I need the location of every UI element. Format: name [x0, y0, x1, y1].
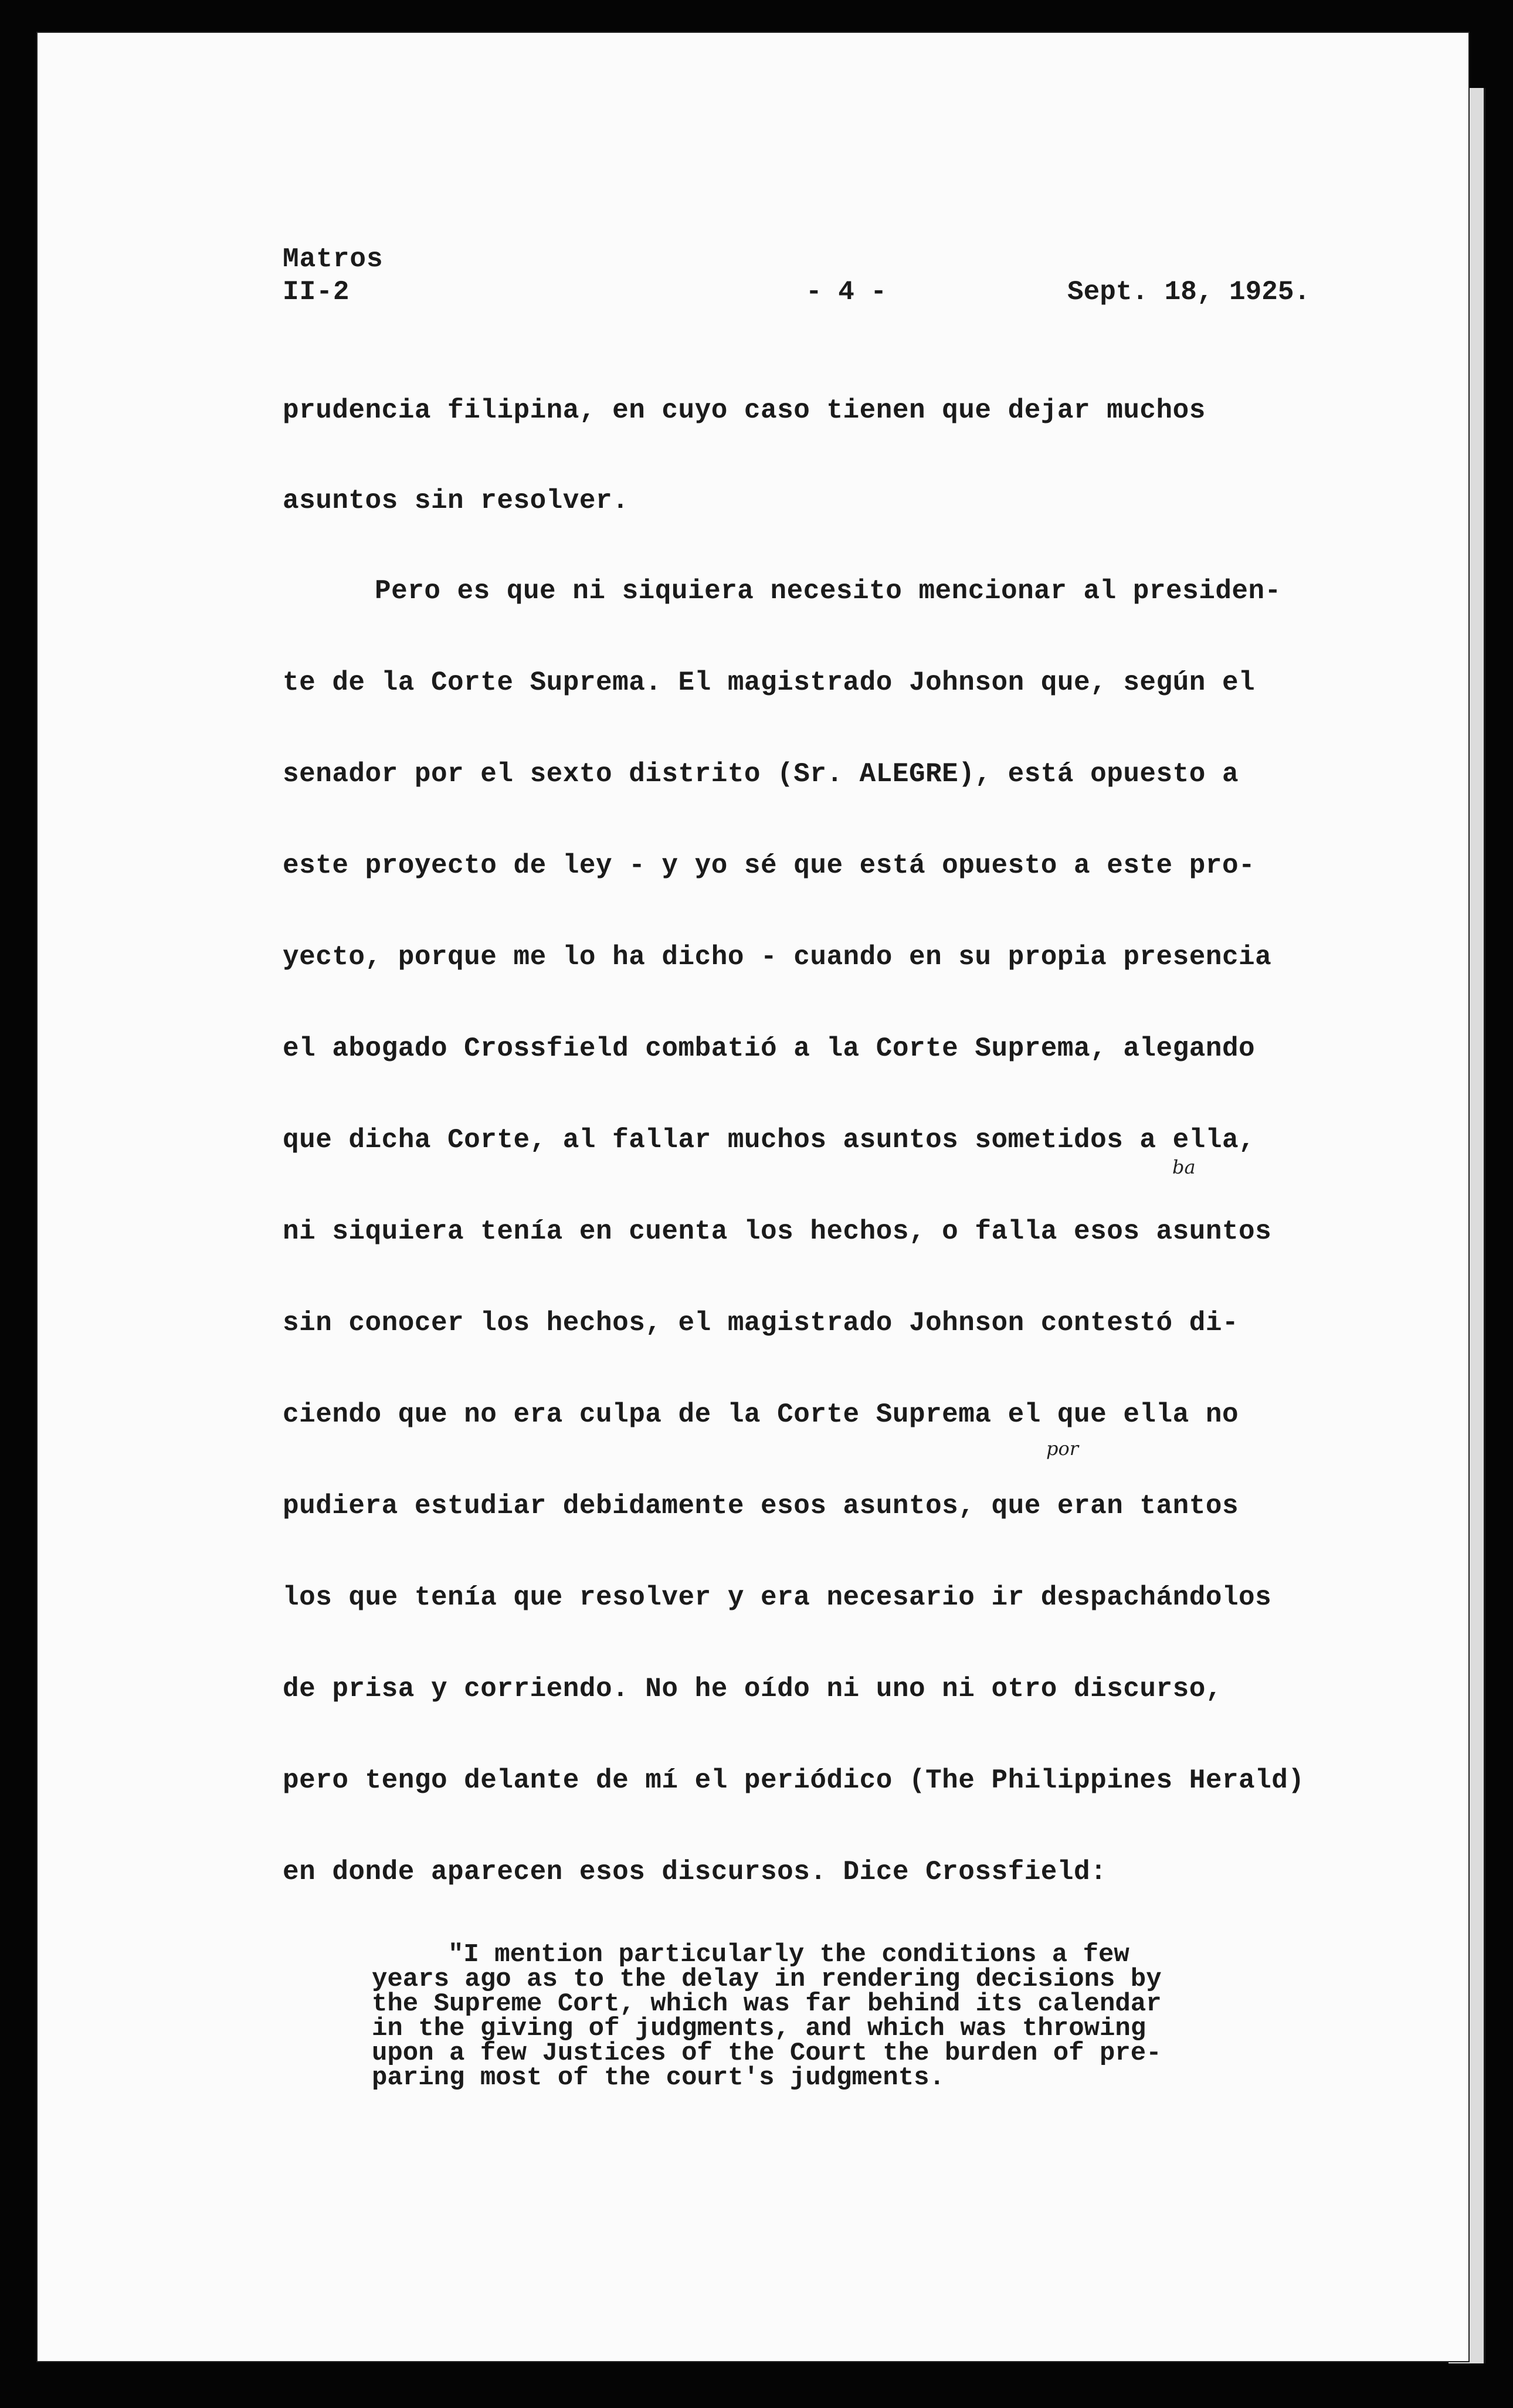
- body-line: que dicha Corte, al fallar muchos asuntos sometidos a ella,: [283, 1125, 1256, 1155]
- body-line: de prisa y corriendo. No he oído ni uno ni otro discurso,: [283, 1674, 1222, 1704]
- body-line: ciendo que no era culpa de la Corte Suprema el que ella no: [283, 1399, 1239, 1430]
- body-line: yecto, porque me lo ha dicho - cuando en su propia presencia: [283, 942, 1272, 972]
- body-line: pudiera estudiar debidamente esos asuntos, que eran tantos: [283, 1491, 1239, 1521]
- quote-line: in the giving of judgments, and which was throwing: [372, 2014, 1146, 2043]
- page-number: - 4 -: [806, 277, 887, 307]
- quote-line: years ago as to the delay in rendering decisions by: [372, 1965, 1162, 1994]
- header-label-line2: II-2: [283, 277, 350, 307]
- body-line: en donde aparecen esos discursos. Dice Crossfield:: [283, 1857, 1107, 1887]
- body-line: ni siquiera tenía en cuenta los hechos, o falla esos asuntos: [283, 1216, 1272, 1247]
- body-line: pero tengo delante de mí el periódico (The Philippines Herald): [283, 1765, 1305, 1796]
- quote-line: "I mention particularly the conditions a few: [448, 1940, 1129, 1969]
- body-line: sin conocer los hechos, el magistrado Johnson contestó di-: [283, 1308, 1239, 1338]
- quote-line: the Supreme Cort, which was far behind its calendar: [372, 1989, 1162, 2019]
- body-line: Pero es que ni siquiera necesito mencionar al presiden-: [375, 576, 1281, 606]
- quote-line: paring most of the court's judgments.: [372, 2063, 945, 2092]
- handwritten-annotation: ba: [1172, 1156, 1196, 1178]
- quote-line: upon a few Justices of the Court the burden of pre-: [372, 2039, 1162, 2068]
- header-label-line1: Matros: [283, 244, 384, 274]
- header-label: [283, 243, 384, 308]
- body-line: prudencia filipina, en cuyo caso tienen que dejar muchos: [283, 395, 1206, 426]
- body-line: te de la Corte Suprema. El magistrado Johnson que, según el: [283, 667, 1256, 698]
- body-line: asuntos sin resolver.: [283, 486, 629, 516]
- body-line: este proyecto de ley - y yo sé que está opuesto a este pro-: [283, 850, 1256, 881]
- document-page: [38, 33, 1468, 2361]
- body-line: senador por el sexto distrito (Sr. ALEGRE), está opuesto a: [283, 759, 1239, 789]
- handwritten-annotation: por: [1046, 1437, 1079, 1460]
- body-line: los que tenía que resolver y era necesario ir despachándolos: [283, 1582, 1272, 1613]
- header-date: Sept. 18, 1925.: [1067, 277, 1311, 307]
- body-line: el abogado Crossfield combatió a la Corte Suprema, alegando: [283, 1033, 1256, 1064]
- block-quote: [372, 1942, 1369, 2090]
- typewritten-document: [38, 33, 1468, 2361]
